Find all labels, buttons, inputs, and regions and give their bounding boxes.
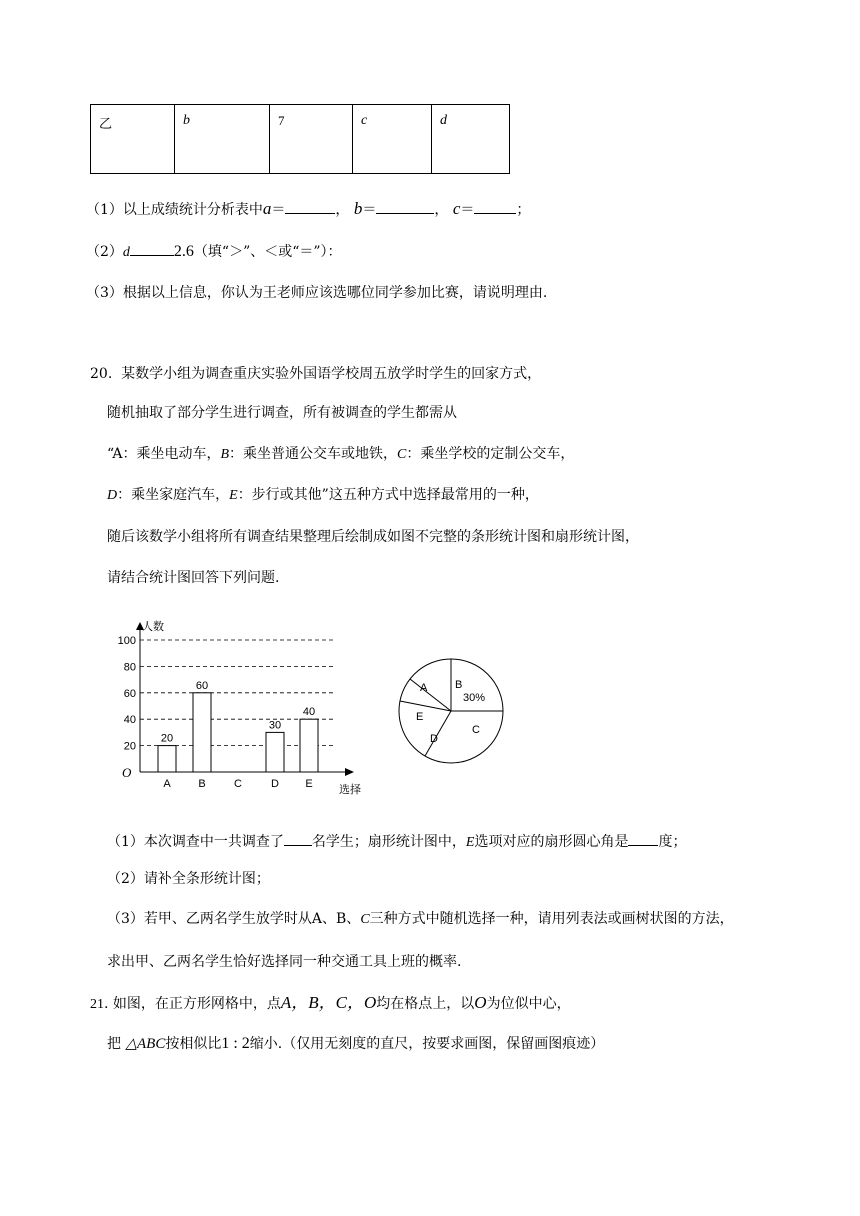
q20-sub1: （1）本次调查中一共调查了 名学生；扇形统计图中，E选项对应的扇形圆心角是 度； [107, 831, 686, 853]
table-cell: d [432, 105, 510, 174]
q20-line5: 随后该数学小组将所有调查结果整理后绘制成如图不完整的条形统计图和扇形统计图， [107, 529, 639, 545]
x-tick-label: C [234, 778, 242, 790]
q21-line1: 21. 如图，在正方形网格中，点A，B，C，O均在格点上，以O为位似中心， [90, 993, 571, 1012]
q20-line2: 随机抽取了部分学生进行调查，所有被调查的学生都需从 [107, 405, 457, 421]
bar-chart [110, 612, 370, 802]
x-tick-label: B [198, 778, 206, 790]
x-tick-label: D [271, 778, 279, 790]
pie-chart [396, 656, 506, 766]
bar-value-label: 20 [160, 732, 174, 745]
x-axis-label: 选择 [339, 784, 361, 796]
y-axis-label: 人数 [142, 621, 164, 633]
q19-part3: （3）根据以上信息，你认为王老师应该选哪位同学参加比赛，请说明理由. [86, 285, 548, 301]
bar-value-label: 40 [302, 706, 316, 719]
y-tick-label: 100 [117, 635, 136, 647]
origin-label: O [122, 765, 132, 780]
q20-sub3-line2: 求出甲、乙两名学生恰好选择同一种交通工具上班的概率. [107, 954, 462, 970]
pie-divider [425, 711, 451, 756]
q20-line4: D：乘坐家庭汽车，E：步行或其他”这五种方式中选择最常用的一种， [107, 487, 539, 503]
pie-annotation-b: 30% [463, 692, 486, 704]
q20-sub2: （2）请补全条形统计图； [107, 871, 270, 887]
q20-sub3: （3）若甲、乙两名学生放学时从A、B、C三种方式中随机选择一种，请用列表法或画树状图的方法， [107, 911, 734, 927]
bar [193, 693, 211, 772]
bar-value-label: 30 [268, 719, 282, 732]
bar [158, 746, 176, 772]
table-cell: 乙 [91, 105, 175, 174]
table-cell: c [353, 105, 432, 174]
x-axis-arrow [345, 768, 354, 776]
pie-label-c: C [472, 724, 480, 736]
y-tick-label: 80 [123, 661, 136, 674]
pie-divider [410, 679, 451, 711]
table-row [91, 105, 510, 174]
y-tick-label: 40 [123, 714, 136, 727]
q21-line2: 把 △ABC按相似比1 : 2缩小.（仅用无刻度的直尺，按要求画图，保留画图痕迹） [107, 1035, 605, 1052]
pie-label-d: D [430, 733, 438, 745]
score-table [90, 104, 510, 174]
y-tick-label: 60 [123, 687, 136, 700]
q20-line6: 请结合统计图回答下列问题. [107, 570, 280, 586]
pie-label-a: A [420, 682, 428, 694]
table-cell: b [175, 105, 270, 174]
q19-part2: （2）d 2.6（填“＞”、＜或“＝”）： [86, 243, 342, 260]
q20-line3: “A：乘坐电动车，B：乘坐普通公交车或地铁，C：乘坐学校的定制公交车， [107, 446, 575, 462]
x-tick-label: A [163, 778, 171, 790]
bar [266, 732, 284, 772]
x-tick-label: E [305, 778, 313, 790]
table-cell: 7 [270, 105, 353, 174]
y-tick-label: 20 [123, 740, 136, 753]
q20-line1: 20. 某数学小组为调查重庆实验外国语学校周五放学时学生的回家方式， [90, 366, 542, 382]
pie-divider [400, 701, 451, 711]
pie-label-e: E [416, 711, 424, 723]
pie-label-b: B [455, 679, 463, 691]
bar-value-label: 60 [195, 679, 209, 692]
q19-part1: （1）以上成绩统计分析表中a＝ ， b＝ ， c＝ ； [86, 199, 531, 218]
bar [300, 719, 318, 772]
